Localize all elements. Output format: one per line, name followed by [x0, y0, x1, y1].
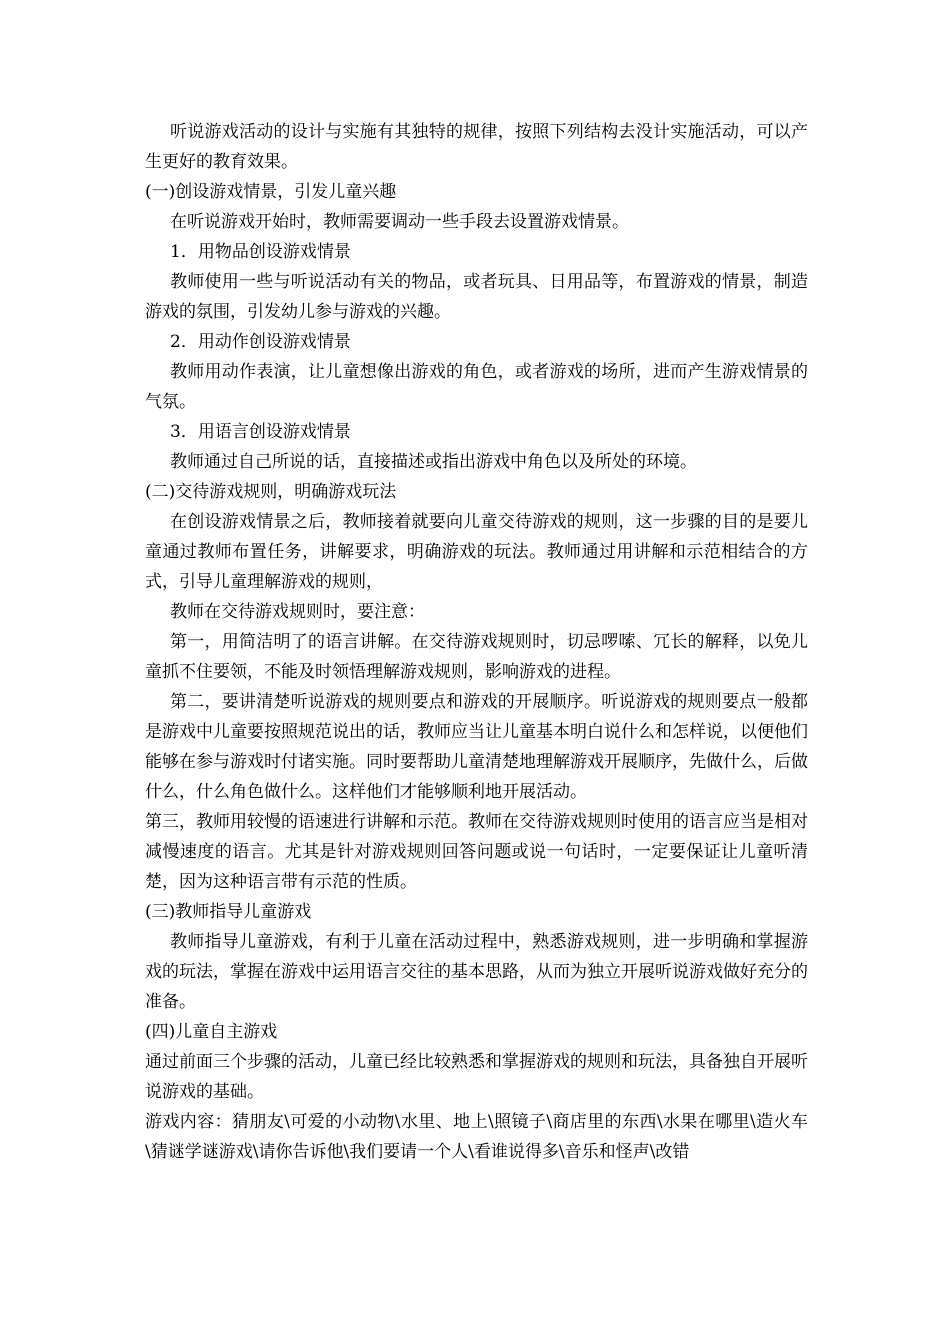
subheading-1-2: 2．用动作创设游戏情景: [170, 332, 351, 352]
note-second: 第二，要讲清楚听说游戏的规则要点和游戏的开展顺序。听说游戏的规则要点一般都是游戏中儿童要按照规范说出的话，教师应当让儿童基本明白说什么和怎样说，以便他们能够在参与游戏时付诸实施。同时要帮助儿童清楚地理解游戏开展顺序，先做什么，后做什么，什么角色做什么。这样他们才能够顺利地开展活动。: [145, 692, 808, 802]
section-2-intro: 在创设游戏情景之后，教师接着就要向儿童交待游戏的规则，这一步骤的目的是要儿童通过教师布置任务，讲解要求，明确游戏的玩法。教师通过用讲解和示范相结合的方式，引导儿童理解游戏的规则，: [145, 512, 808, 592]
note-first: 第一，用简洁明了的语言讲解。在交待游戏规则时，切忌啰嗦、冗长的解释，以免儿童抓不住要领，不能及时领悟理解游戏规则，影响游戏的进程。: [145, 632, 808, 682]
section-heading-1: (一)创设游戏情景，引发儿童兴趣: [145, 182, 397, 202]
subheading-1-3: 3．用语言创设游戏情景: [170, 422, 351, 442]
section-heading-4: (四)儿童自主游戏: [145, 1022, 278, 1042]
subheading-1-1: 1．用物品创设游戏情景: [170, 242, 351, 262]
section-3-paragraph: 教师指导儿童游戏，有利于儿童在活动过程中，熟悉游戏规则，进一步明确和掌握游戏的玩法，掌握在游戏中运用语言交往的基本思路，从而为独立开展听说游戏做好充分的准备。: [145, 932, 808, 1012]
document-body: [145, 117, 808, 1167]
section-heading-3: (三)教师指导儿童游戏: [145, 902, 312, 922]
note-third: 第三，教师用较慢的语速进行讲解和示范。教师在交待游戏规则时使用的语言应当是相对减慢速度的语言。尤其是针对游戏规则回答问题或说一句话时，一定要保证让儿童听清楚，因为这种语言带有示范的性质。: [145, 812, 808, 892]
section-heading-2: (二)交待游戏规则，明确游戏玩法: [145, 482, 397, 502]
section-2-notes-lead: 教师在交待游戏规则时，要注意：: [170, 602, 425, 622]
paragraph-1-3: 教师通过自己所说的话，直接描述或指出游戏中角色以及所处的环境。: [170, 452, 697, 472]
paragraph-1-2: 教师用动作表演，让儿童想像出游戏的角色，或者游戏的场所，进而产生游戏情景的气氛。: [145, 362, 808, 412]
paragraph-1-1: 教师使用一些与听说活动有关的物品，或者玩具、日用品等，布置游戏的情景，制造游戏的氛围，引发幼儿参与游戏的兴趣。: [145, 272, 808, 322]
game-content-list: 游戏内容：猜朋友\可爱的小动物\水里、地上\照镜子\商店里的东西\水果在哪里\造火车\猜谜学谜游戏\请你告诉他\我们要请一个人\看谁说得多\音乐和怪声\改错: [145, 1112, 808, 1162]
intro-paragraph: 听说游戏活动的设计与实施有其独特的规律，按照下列结构去没计实施活动，可以产生更好的教育效果。: [145, 122, 808, 172]
section-1-intro: 在听说游戏开始时，教师需要调动一些手段去设置游戏情景。: [170, 212, 629, 232]
section-4-paragraph: 通过前面三个步骤的活动，儿童已经比较熟悉和掌握游戏的规则和玩法，具备独自开展听说游戏的基础。: [145, 1052, 808, 1102]
